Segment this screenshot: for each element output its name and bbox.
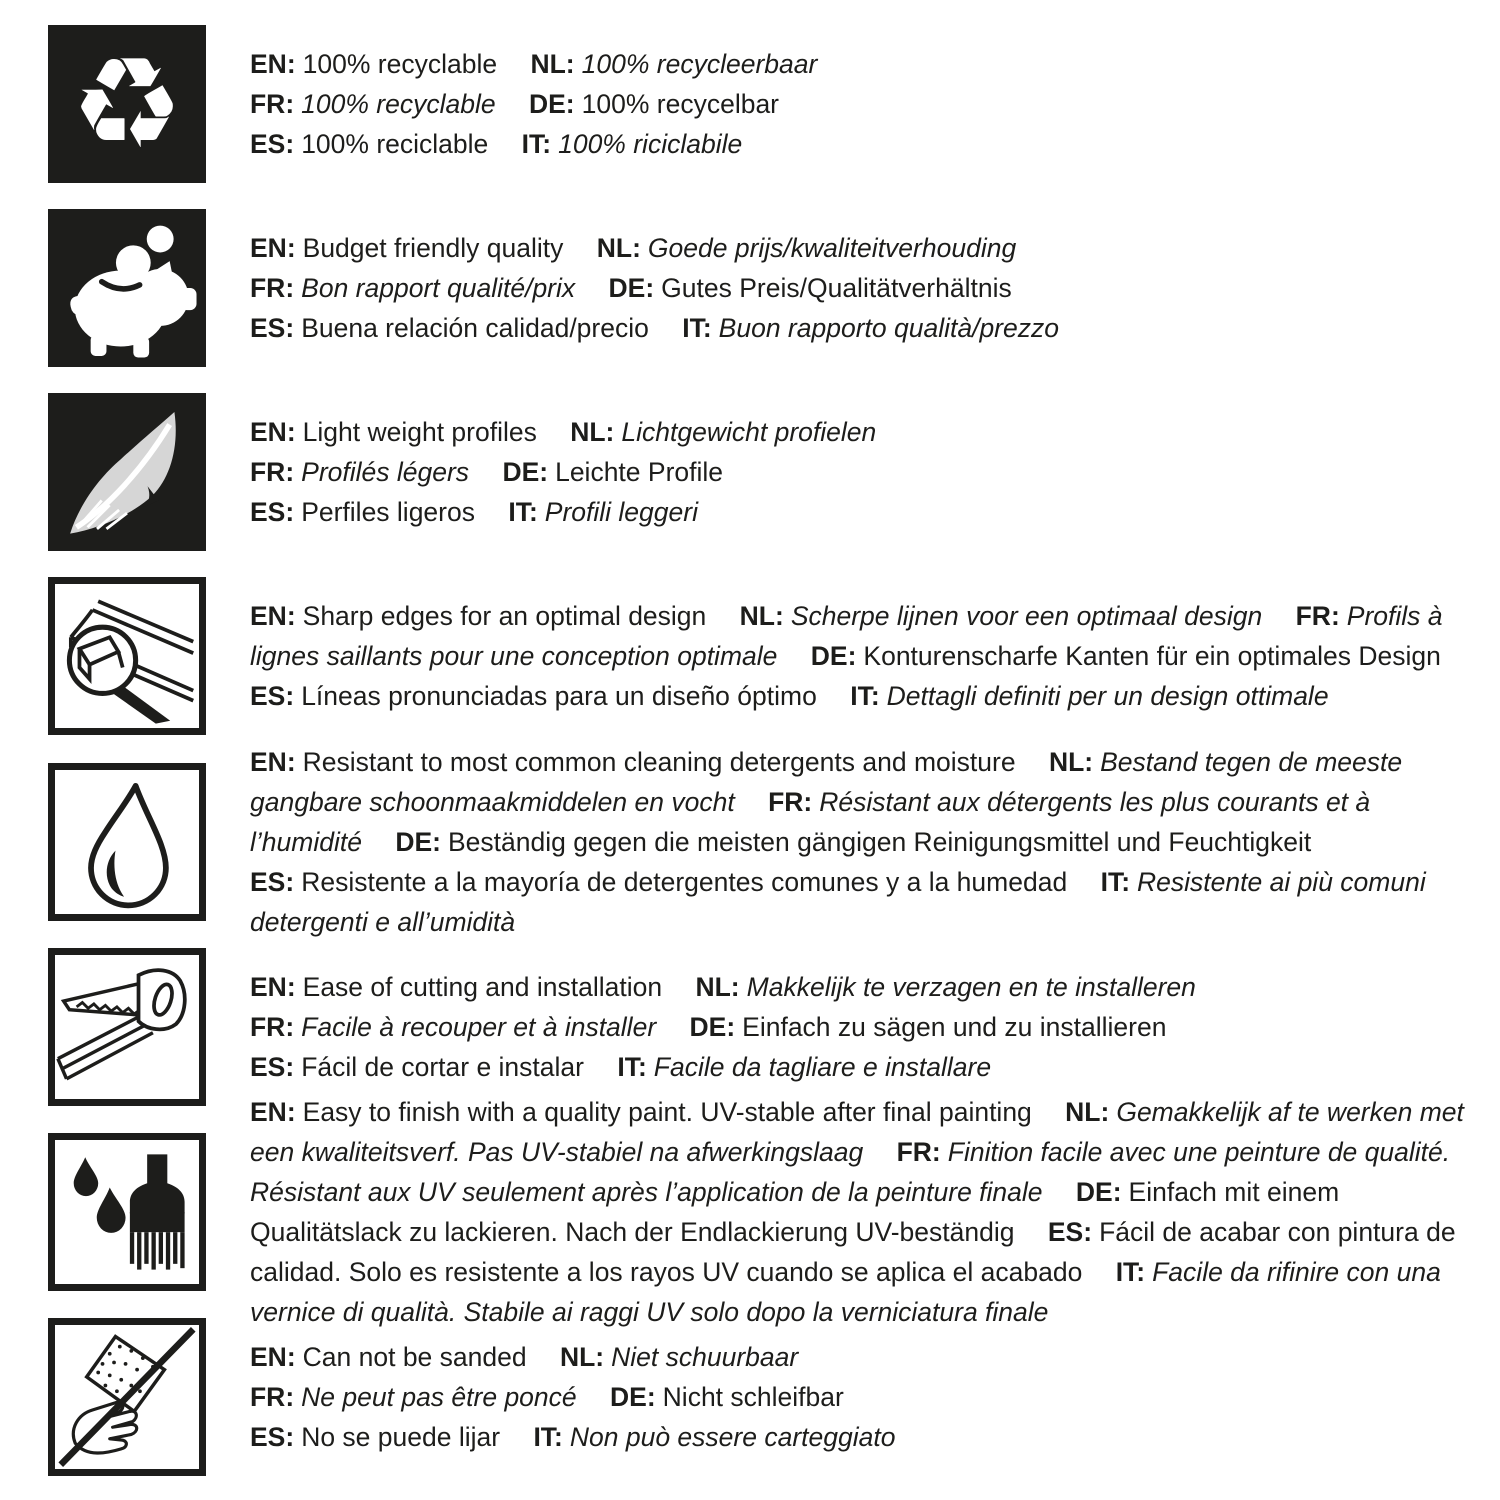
- feature-line: [250, 1337, 1495, 1377]
- piggy-bank-icon: [48, 209, 206, 367]
- feature-description: Goede prijs/kwaliteitverhouding: [647, 233, 1017, 263]
- language-label: ES:: [1047, 1217, 1093, 1247]
- feature-description: Resistente ai più comuni detergenti e all’umidità: [250, 867, 1426, 937]
- feature-entry-de: [529, 89, 779, 119]
- feature-entry-it: [533, 1422, 895, 1452]
- feature-text: [250, 967, 1495, 1087]
- language-label: ES:: [250, 313, 295, 343]
- feature-description: Bestand tegen de meeste gangbare schoonmaakmiddelen en vocht: [250, 747, 1403, 817]
- language-label: NL:: [1065, 1097, 1110, 1127]
- feature-line: [250, 1007, 1495, 1047]
- feature-entry-it: [682, 313, 1059, 343]
- feature-entry-fr: [250, 457, 469, 487]
- language-label: FR:: [1295, 601, 1340, 631]
- language-label: DE:: [689, 1012, 736, 1042]
- feature-entry-es: [250, 1422, 500, 1452]
- feature-line: [250, 412, 1495, 452]
- language-label: IT:: [850, 681, 880, 711]
- language-label: NL:: [1048, 747, 1094, 777]
- language-label: NL:: [570, 417, 615, 447]
- sharp-edge-magnifier-icon: [55, 584, 199, 728]
- feature-description: 100% recyclable: [301, 89, 496, 119]
- feature-description: Profilés légers: [301, 457, 470, 487]
- language-label: ES:: [250, 1422, 295, 1452]
- feature-row-budget-quality: [0, 209, 1500, 367]
- feature-entry-es: [250, 1052, 584, 1082]
- icon-box: [48, 393, 206, 551]
- recycle-icon: ♻: [70, 30, 184, 177]
- feature-description: Perfiles ligeros: [301, 497, 475, 527]
- feature-entry-nl: [530, 49, 817, 79]
- feature-description: Can not be sanded: [302, 1342, 527, 1372]
- feature-description: Resistant to most common cleaning detergents and moisture: [302, 747, 1016, 777]
- feature-entry-it: [522, 129, 743, 159]
- feature-row-lightweight: [0, 393, 1500, 551]
- language-label: EN:: [250, 417, 296, 447]
- language-label: DE:: [502, 457, 549, 487]
- language-label: ES:: [250, 867, 295, 897]
- feature-description: Ease of cutting and installation: [302, 972, 663, 1002]
- feature-entry-es: [250, 681, 817, 711]
- language-label: FR:: [250, 1012, 295, 1042]
- feature-description: Finition facile avec une peinture de qualité. Résistant aux UV seulement après l’application de la peinture finale: [250, 1137, 1451, 1207]
- language-label: ES:: [250, 497, 295, 527]
- language-label: DE:: [608, 273, 655, 303]
- feature-text: [250, 1337, 1495, 1457]
- feature-description: Non può essere carteggiato: [569, 1422, 896, 1452]
- language-label: IT:: [682, 313, 712, 343]
- language-label: DE:: [810, 641, 857, 671]
- language-label: DE:: [1075, 1177, 1122, 1207]
- feature-description: Profils à lignes saillants pour une conception optimale: [250, 601, 1443, 671]
- feature-description: Lichtgewicht profielen: [621, 417, 877, 447]
- feature-row-sharp-edges: [0, 577, 1500, 735]
- feature-entry-fr: [250, 1012, 656, 1042]
- feature-description: Facile da rifinire con una vernice di qualità. Stabile ai raggi UV solo dopo la verniciatura finale: [250, 1257, 1441, 1327]
- language-label: ES:: [250, 681, 295, 711]
- feature-row-easy-cutting: [0, 948, 1500, 1106]
- language-label: NL:: [695, 972, 740, 1002]
- feature-description: Niet schuurbaar: [611, 1342, 799, 1372]
- feature-entry-it: [850, 681, 1328, 711]
- icon-box: [48, 948, 206, 1106]
- feature-line: [250, 308, 1495, 348]
- feature-row-no-sanding: [0, 1318, 1500, 1476]
- feature-entry-de: [811, 641, 1441, 671]
- feature-entry-nl: [695, 972, 1195, 1002]
- language-label: DE:: [528, 89, 575, 119]
- feature-entry-nl: [570, 417, 876, 447]
- language-label: NL:: [530, 49, 575, 79]
- language-label: EN:: [250, 1342, 296, 1372]
- feature-entry-fr: [250, 273, 575, 303]
- feature-entry-de: [395, 827, 1311, 857]
- feature-description: Konturenscharfe Kanten für ein optimales Design: [863, 641, 1441, 671]
- feature-line: [250, 1047, 1495, 1087]
- feature-description: No se puede lijar: [301, 1422, 501, 1452]
- language-label: EN:: [250, 1097, 296, 1127]
- feature-description: Makkelijk te verzagen en te installeren: [746, 972, 1196, 1002]
- water-drop-icon: [55, 770, 199, 914]
- language-label: IT:: [1100, 867, 1131, 897]
- language-label: IT:: [521, 129, 552, 159]
- feature-description: Fácil de acabar con pintura de calidad. Solo es resistente a los rayos UV cuando se aplica el acabado: [250, 1217, 1456, 1287]
- feature-description: Einfach mit einem Qualitätslack zu lackieren. Nach der Endlackierung UV-beständig: [250, 1177, 1340, 1247]
- feature-entry-nl: [560, 1342, 798, 1372]
- feature-entry-es: [250, 497, 475, 527]
- language-label: EN:: [250, 601, 296, 631]
- feature-description: Fácil de cortar e instalar: [301, 1052, 584, 1082]
- feature-description: Buon rapporto qualità/prezzo: [718, 313, 1059, 343]
- feature-entry-it: [508, 497, 698, 527]
- feature-description: Gemakkelijk af te werken met een kwaliteitsverf. Pas UV-stabiel na afwerkingslaag: [250, 1097, 1464, 1167]
- feature-text: [250, 1092, 1495, 1332]
- language-label: NL:: [559, 1342, 605, 1372]
- feature-description: Ne peut pas être poncé: [301, 1382, 577, 1412]
- feature-entry-en: [250, 233, 563, 263]
- feature-entry-de: [690, 1012, 1167, 1042]
- icon-box: [48, 1133, 206, 1291]
- icon-box: [48, 577, 206, 735]
- feature-description: Einfach zu sägen und zu installieren: [742, 1012, 1167, 1042]
- feature-description: Resistente a la mayoría de detergentes comunes y a la humedad: [301, 867, 1068, 897]
- feature-description: Buena relación calidad/precio: [301, 313, 649, 343]
- feature-entry-es: [250, 129, 488, 159]
- feature-text: [250, 596, 1495, 716]
- feature-entry-nl: [597, 233, 1016, 263]
- feature-description: Nicht schleifbar: [662, 1382, 844, 1412]
- language-label: NL:: [596, 233, 641, 263]
- feature-description: Sharp edges for an optimal design: [302, 601, 707, 631]
- feature-entry-de: [610, 1382, 844, 1412]
- language-label: DE:: [395, 827, 441, 857]
- language-label: IT:: [1115, 1257, 1146, 1287]
- feature-description: 100% recyclable: [302, 49, 498, 79]
- feather-icon: [48, 393, 206, 551]
- feature-entry-de: [502, 457, 723, 487]
- language-label: ES:: [250, 129, 295, 159]
- paint-brush-icon: [55, 1140, 199, 1284]
- feature-description: 100% recycelbar: [581, 89, 780, 119]
- feature-row-moisture-resistant: [0, 747, 1500, 937]
- feature-row-recyclable: [0, 25, 1500, 183]
- feature-description: Facile da tagliare e installare: [653, 1052, 992, 1082]
- feature-entry-es: [250, 313, 649, 343]
- language-label: EN:: [250, 49, 296, 79]
- feature-line: [250, 452, 1495, 492]
- language-label: IT:: [617, 1052, 647, 1082]
- feature-entry-en: [250, 49, 497, 79]
- feature-entry-en: [250, 972, 662, 1002]
- feature-line: [250, 124, 1495, 164]
- feature-description: Dettagli definiti per un design ottimale: [886, 681, 1329, 711]
- language-label: ES:: [250, 1052, 295, 1082]
- language-label: NL:: [739, 601, 784, 631]
- feature-entry-en: [250, 747, 1016, 777]
- feature-text: [250, 228, 1495, 348]
- feature-line: [250, 1377, 1495, 1417]
- icon-box: [48, 209, 206, 367]
- hand-saw-icon: [55, 955, 199, 1099]
- feature-entry-fr: [250, 89, 496, 119]
- no-sanding-icon: [55, 1325, 199, 1469]
- feature-line: [250, 84, 1495, 124]
- feature-description: Résistant aux détergents les plus courants et à l’humidité: [250, 787, 1371, 857]
- feature-description: Bon rapport qualité/prix: [301, 273, 576, 303]
- feature-line: [250, 967, 1495, 1007]
- feature-description: Gutes Preis/Qualitätverhältnis: [661, 273, 1012, 303]
- feature-description: Light weight profiles: [302, 417, 537, 447]
- language-label: FR:: [250, 273, 295, 303]
- feature-description: Beständig gegen die meisten gängigen Reinigungsmittel und Feuchtigkeit: [447, 827, 1312, 857]
- feature-description: Budget friendly quality: [302, 233, 564, 263]
- language-label: EN:: [250, 747, 296, 777]
- feature-entry-de: [609, 273, 1012, 303]
- language-label: FR:: [896, 1137, 941, 1167]
- feature-line: [250, 228, 1495, 268]
- language-label: EN:: [250, 233, 296, 263]
- feature-description: 100% reciclable: [301, 129, 489, 159]
- language-label: IT:: [533, 1422, 563, 1452]
- feature-text: [250, 742, 1495, 942]
- feature-entry-en: [250, 417, 537, 447]
- language-label: FR:: [250, 457, 295, 487]
- feature-text: [250, 44, 1495, 164]
- icon-box: [48, 25, 206, 183]
- feature-line: [250, 1417, 1495, 1457]
- feature-description: Leichte Profile: [555, 457, 724, 487]
- feature-entry-en: [250, 1097, 1032, 1127]
- icon-box: [48, 1318, 206, 1476]
- feature-description: Profili leggeri: [544, 497, 698, 527]
- feature-line: [250, 492, 1495, 532]
- language-label: DE:: [610, 1382, 656, 1412]
- feature-line: [250, 44, 1495, 84]
- language-label: FR:: [250, 1382, 295, 1412]
- feature-entry-fr: [250, 1382, 577, 1412]
- icon-box: [48, 763, 206, 921]
- language-label: FR:: [250, 89, 295, 119]
- feature-row-paint-finish: [0, 1097, 1500, 1327]
- feature-entry-it: [617, 1052, 991, 1082]
- feature-entry-es: [250, 867, 1067, 897]
- feature-description: Líneas pronunciadas para un diseño óptimo: [301, 681, 817, 711]
- language-label: IT:: [508, 497, 538, 527]
- feature-line: [250, 268, 1495, 308]
- feature-description: Easy to finish with a quality paint. UV-stable after final painting: [302, 1097, 1032, 1127]
- language-label: EN:: [250, 972, 296, 1002]
- feature-text: [250, 412, 1495, 532]
- feature-description: Scherpe lijnen voor een optimaal design: [790, 601, 1263, 631]
- feature-description: 100% riciclabile: [558, 129, 743, 159]
- feature-description: 100% recycleerbaar: [581, 49, 818, 79]
- feature-entry-en: [250, 1342, 527, 1372]
- language-label: FR:: [768, 787, 813, 817]
- feature-entry-en: [250, 601, 706, 631]
- feature-description: Facile à recouper et à installer: [301, 1012, 657, 1042]
- feature-entry-nl: [740, 601, 1263, 631]
